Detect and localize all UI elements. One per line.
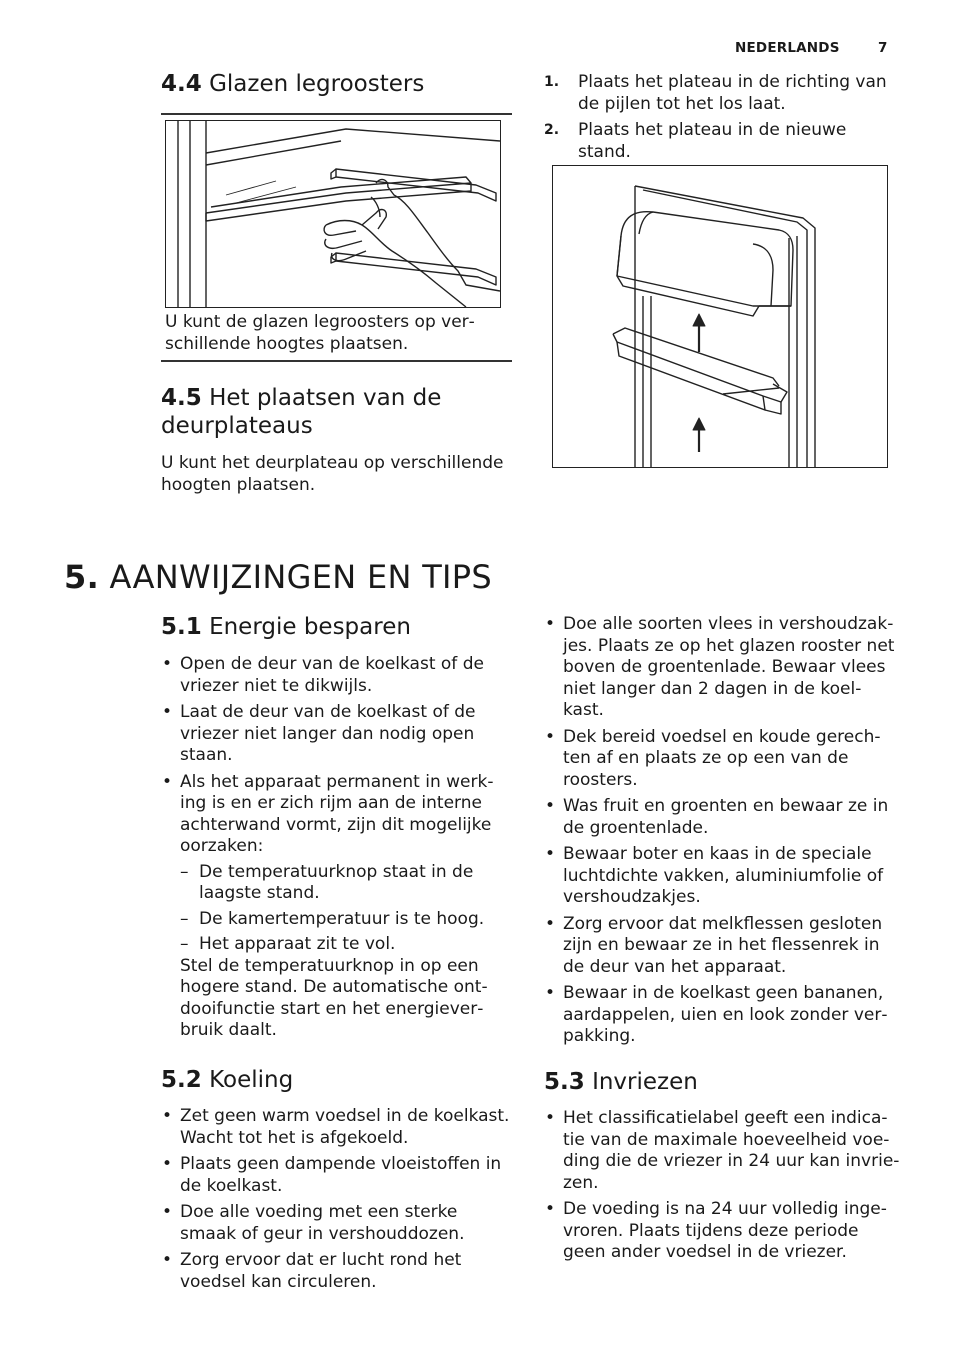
section-title: Energie besparen (209, 614, 411, 640)
list-item: • Zet geen warm voedsel in de koelkast. Wacht tot het is afgekoeld. (161, 1106, 511, 1149)
list-item: • Doe alle soorten vlees in vershoudzakjes. Plaats ze op het glazen rooster net boven de groentenlade. Bewaar vlees niet langer dan 2 dagen in de koelkast. (544, 614, 896, 722)
section-4-4-heading (161, 70, 424, 98)
door-shelf-drawing (553, 166, 887, 467)
section-4-5-heading (161, 384, 501, 440)
section-title: Invriezen (592, 1069, 698, 1095)
list-item: • Laat de deur van de koelkast of de vriezer niet langer dan nodig open staan. (161, 702, 501, 767)
section-title: Het plaatsen van de deurplateaus (161, 385, 442, 439)
chapter-5-heading (64, 558, 492, 596)
possible-causes-list (180, 862, 501, 956)
door-shelf-illustration (552, 165, 888, 468)
list-item: • Zorg ervoor dat melkflessen gesloten zijn en bewaar ze in het flessenrek in de deur van het apparaat. (544, 914, 896, 979)
list-item: • Als het apparaat permanent in werking is en er zich rijm aan de interne achterwand vormt, zijn dit mogelijke oorzaken: – De temperatuurknop staat in de laagste stand. – De kamertemperatuur is te hoog. – Het apparaat zit te vol. Stel de temperatuurknop in op een hogere stand. De automatische ontdooifunctie start en het energieverbruik daalt. (161, 772, 501, 1042)
glass-shelf-illustration (165, 120, 501, 308)
section-5-2-heading (161, 1066, 293, 1094)
section-number: 4.4 (161, 71, 202, 97)
list-item: • Plaats geen dampende vloeistoffen in de koelkast. (161, 1154, 511, 1197)
list-item: – De kamertemperatuur is te hoog. (180, 909, 501, 931)
list-item: • Doe alle voeding met een sterke smaak of geur in vershouddozen. (161, 1202, 511, 1245)
section-number: 4.5 (161, 385, 202, 411)
section-number: 5.1 (161, 614, 202, 640)
list-item: – Het apparaat zit te vol. (180, 934, 501, 956)
header-language: NEDERLANDS (735, 40, 840, 56)
section-title: Koeling (209, 1067, 294, 1093)
list-item: 1. Plaats het plateau in de richting van de pijlen tot het los laat. (544, 72, 887, 114)
section-5-3-heading (544, 1068, 698, 1096)
section-5-1-heading (161, 613, 411, 641)
glass-shelf-drawing (166, 121, 500, 307)
glass-shelf-caption: U kunt de glazen legroosters op verschillende hoogtes plaatsen. (165, 312, 475, 354)
list-item: • Bewaar boter en kaas in de speciale luchtdichte vakken, aluminiumfolie of vershoudzakjes. (544, 844, 896, 909)
section-title: Glazen legroosters (209, 71, 425, 97)
freezing-list (544, 1108, 900, 1269)
list-item: • Was fruit en groenten en bewaar ze in de groentenlade. (544, 796, 896, 839)
chapter-title: AANWIJZINGEN EN TIPS (109, 558, 492, 596)
section-divider (161, 113, 512, 115)
list-item: – De temperatuurknop staat in de laagste stand. (180, 862, 501, 905)
list-item: • Dek bereid voedsel en koude gerechten af en plaats ze op een van de roosters. (544, 727, 896, 792)
section-number: 5.2 (161, 1067, 202, 1093)
food-storage-list (544, 614, 896, 1053)
list-item: • De voeding is na 24 uur volledig ingevroren. Plaats tijdens deze periode geen ander voedsel in de vriezer. (544, 1199, 900, 1264)
list-item: • Open de deur van de koelkast of de vriezer niet te dikwijls. (161, 654, 501, 697)
door-shelf-steps (544, 72, 888, 168)
energy-followup-text: Stel de temperatuurknop in op een hogere stand. De automatische ontdooifunctie start en het energieverbruik daalt. (180, 955, 488, 1040)
list-item: • Het classificatielabel geeft een indicatie van de maximale hoeveelheid voeding die de vriezer in 24 uur kan invriezen. (544, 1108, 900, 1194)
section-divider (161, 360, 512, 362)
list-item: 2. Plaats het plateau in de nieuwe stand. (544, 120, 847, 162)
section-4-5-body: U kunt het deurplateau op verschillende hoogten plaatsen. (161, 453, 504, 495)
cooling-list (161, 1106, 511, 1298)
page-number: 7 (878, 40, 888, 56)
list-item: • Zorg ervoor dat er lucht rond het voedsel kan circuleren. (161, 1250, 511, 1293)
energy-saving-list (161, 654, 501, 1047)
section-number: 5.3 (544, 1069, 585, 1095)
chapter-number: 5. (64, 558, 100, 596)
list-item: • Bewaar in de koelkast geen bananen, aardappelen, uien en look zonder verpakking. (544, 983, 896, 1048)
